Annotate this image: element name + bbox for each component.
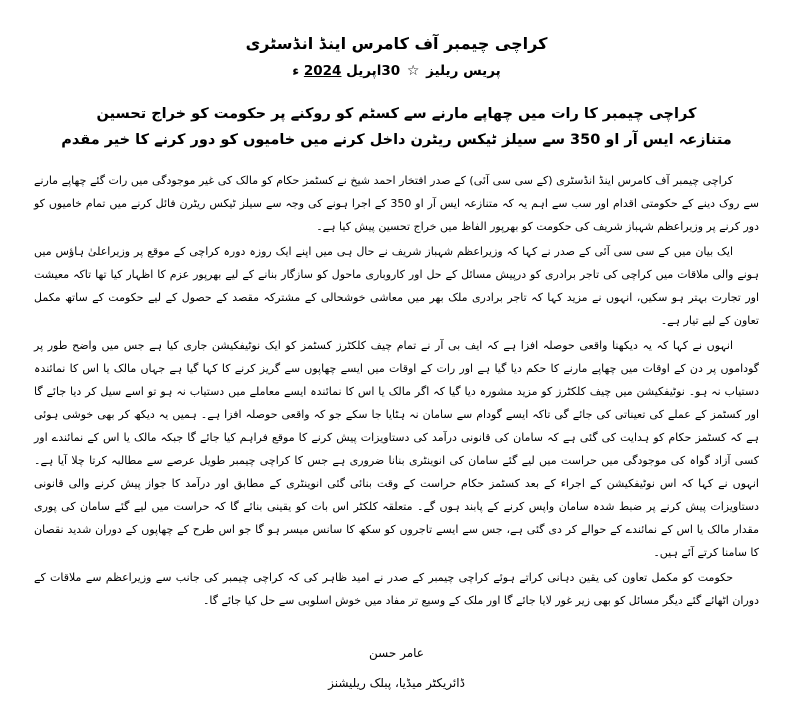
document-header (34, 34, 759, 79)
release-date-day-month: 30اپریل (346, 63, 401, 79)
signature-block (328, 638, 465, 698)
headline-line-1: کراچی چیمبر کا رات میں چھاپے مارنے سے کسٹم کو روکنے پر حکومت کو خراج تحسین (96, 106, 697, 122)
paragraph: ایک بیان میں کے سی سی آئی کے صدر نے کہا کہ وزیراعظم شہباز شریف نے حال ہی میں اپنے ایک روزہ دورہ کراچی کے موقع پر وزیراعلیٰ ہاؤس میں ہونے والی ملاقات میں کراچی کی تاجر برادری کو درپیش مسائل کے حل اور کاروباری ماحول کو سازگار بنانے کے لیے بھرپور عزم کا اظہار کیا تھا تاکہ معیشت اور تجارت بہتر ہو سکیں، انہوں نے مزید کہا کہ تاجر برادری ملک بھر میں معاشی خوشحالی کے مشترکہ مقصد کے حصول کے لیے حکومت کے ساتھ مکمل تعاون کے لیے تیار ہے۔ (34, 245, 759, 327)
release-date-line (34, 63, 759, 79)
body-text (34, 169, 759, 612)
organization-name: کراچی چیمبر آف کامرس اینڈ انڈسٹری (245, 34, 548, 53)
press-release-label: پریس ریلیز (426, 63, 501, 79)
release-date-year: 2024 (303, 63, 342, 79)
paragraph: انہوں نے کہا کہ یہ دیکھنا واقعی حوصلہ افزا ہے کہ ایف بی آر نے تمام چیف کلکٹرز کسٹمز کو ایک نوٹیفکیشن جاری کیا ہے جس میں واضح طور پر گوداموں پر دن کے اوقات میں چھاپے مارنے کا حکم دیا گیا ہے اور رات کے اوقات میں ایسے چھاپوں سے گریز کرنے کا کہا گیا ہے جہاں مالک یا اس کا نمائندہ دستیاب نہ ہو۔ نوٹیفکیشن میں چیف کلکٹرز کو مزید مشورہ دیا گیا کہ اگر مالک یا اس کا نمائندہ ایسے معاملے میں دستیاب نہ ہو تو اسے سیل کر دیا جائے گا اور کسٹمز کے عملے کی تعیناتی کی جائے گی تاکہ ایسے گودام سے سامان نہ ہٹایا جا سکے جو کہ واقعی حوصلہ افزا ہے۔ ہمیں یہ دیکھ کر بھی خوشی ہوئی ہے کہ کسٹمز حکام کو ہدایت کی گئی ہے کہ سامان کی قانونی درآمد کی دستاویزات پیش کرنے کا موقع فراہم کیا جائے گا جبکہ مالک یا اس کے نمائندے اور کسی آزاد گواہ کی موجودگی میں حراست میں لیے گئے سامان کی انوینٹری بنانا ضروری ہے جس کا کراچی چیمبر طویل عرصے سے مطالبہ کرتا چلا آیا ہے۔ انہوں نے کہا کہ اس نوٹیفکیشن کے اجراء کے بعد کسٹمز حکام حراست کے وقت بنائی گئی انوینٹری کے مطابق اور درآمد کا جواز پیش کرنے والی قانونی دستاویزات پیش کرنے پر ضبط شدہ سامان واپس کرنے کے پابند ہوں گے۔ متعلقہ کلکٹر اس بات کو یقینی بنائے گا کہ حراست میں لیے گئے سامان کی پوری مقدار مالک یا اس کے نمائندے کے حوالے کر دی گئی ہے، جس سے ایسے تاجروں کو سکھ کا سانس میسر ہو گا جو اس طرح کے چھاپوں کے دوران شدید نقصان کا سامنا کرتے آئے ہیں۔ (34, 339, 759, 559)
signature-name: عامر حسن (369, 646, 424, 660)
headline-line-2: متنازعہ ایس آر او 350 سے سیلز ٹیکس ریٹرن داخل کرنے میں خامیوں کو دور کرنے کا خیر مقدم (61, 132, 732, 148)
paragraph: حکومت کو مکمل تعاون کی یقین دہانی کراتے ہوئے کراچی چیمبر کے صدر نے امید ظاہر کی کہ کراچی چیمبر کی جانب سے وزیراعظم سے ملاقات کے دوران اٹھائے گئے دیگر مسائل کو بھی زیر غور لایا جائے گا اور ملک کے وسیع تر مفاد میں خوش اسلوبی سے حل کیا جائے گا۔ (34, 571, 759, 607)
star-icon: ☆ (406, 63, 420, 79)
signature-title: ڈائریکٹر میڈیا، پبلک ریلیشنز (328, 676, 465, 690)
era-mark: ء (292, 63, 300, 79)
paragraph: کراچی چیمبر آف کامرس اینڈ انڈسٹری (کے سی سی آئی) کے صدر افتخار احمد شیخ نے کسٹمز حکام کو مالک کی غیر موجودگی میں رات گئے چھاپے مارنے سے روک دینے کے حکومتی اقدام اور سب سے اہم یہ کہ متنازعہ ایس آر او 350 کے اجرا ہونے کی وجہ سے سیلز ٹیکس ریٹرن فائل کرنے میں تمام خامیوں کو دور کرنے پر وزیراعظم شہباز شریف کی حکومت کو بھرپور الفاظ میں خراج تحسین پیش کیا ہے۔ (34, 174, 760, 233)
headline (40, 101, 753, 153)
